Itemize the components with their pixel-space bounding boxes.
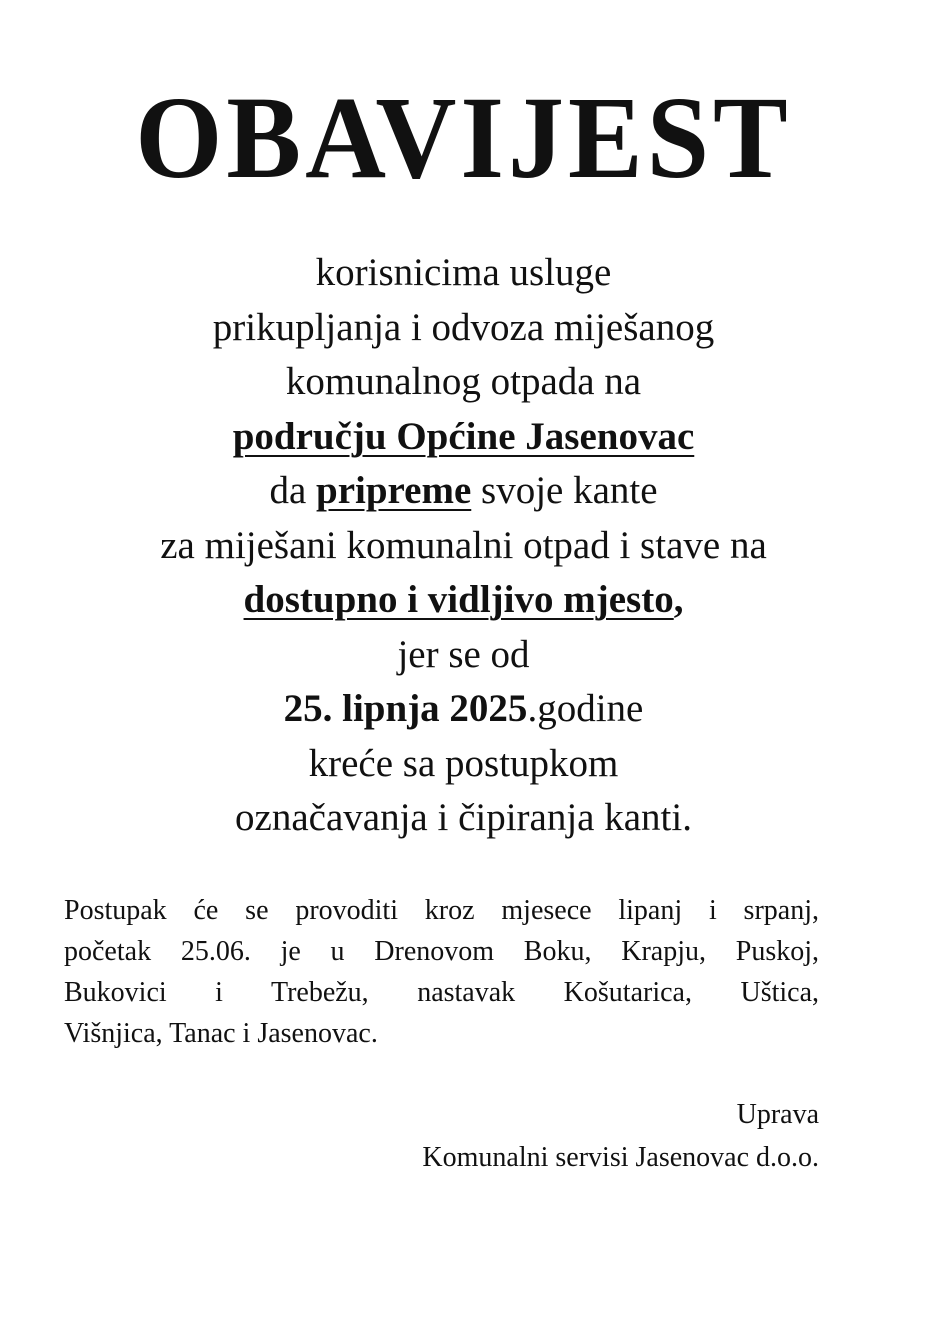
paragraph-line-2: početak 25.06. je u Drenovom Boku, Krapju, Puskoj, <box>64 936 819 967</box>
text-line-6: za miješani komunalni otpad i stave na <box>160 523 767 567</box>
text-line-1: korisnicima usluge <box>315 251 612 294</box>
location-highlight: dostupno i vidljivo mjesto <box>243 578 674 621</box>
text-line-9 <box>0 682 927 737</box>
date-highlight: 25. lipnja 2025 <box>283 687 528 730</box>
text-line-4 <box>0 410 927 465</box>
area-highlight: području Općine Jasenovac <box>232 414 695 458</box>
notice-main-text <box>0 246 927 846</box>
prepare-highlight: pripreme <box>316 469 472 512</box>
text-line-9-end: .godine <box>527 687 644 730</box>
text-line-8: jer se od <box>397 632 530 676</box>
paragraph-line-1: Postupak će se provoditi kroz mjesece lipanj i srpanj, <box>64 895 819 926</box>
paragraph-line-4: Višnjica, Tanac i Jasenovac. <box>64 1018 378 1049</box>
text-line-11: označavanja i čipiranja kanti. <box>235 796 692 839</box>
text-line-7 <box>0 573 927 628</box>
text-line-7-comma: , <box>673 578 684 621</box>
signature-block <box>422 1093 819 1179</box>
text-line-5-end: svoje kante <box>471 469 658 512</box>
text-line-3: komunalnog otpada na <box>285 360 642 403</box>
signature-line-2: Komunalni servisi Jasenovac d.o.o. <box>422 1142 819 1173</box>
notice-title: OBAVIJEST <box>135 72 792 204</box>
paragraph-line-3: Bukovici i Trebežu, nastavak Košutarica, Uštica, <box>64 977 819 1008</box>
signature-line-1: Uprava <box>736 1099 819 1130</box>
text-line-5-start: da <box>269 469 317 512</box>
text-line-2: prikupljanja i odvoza miješanog <box>212 305 715 349</box>
text-line-10: kreće sa postupkom <box>308 741 619 785</box>
schedule-paragraph <box>64 890 819 1054</box>
text-line-5 <box>0 464 927 519</box>
